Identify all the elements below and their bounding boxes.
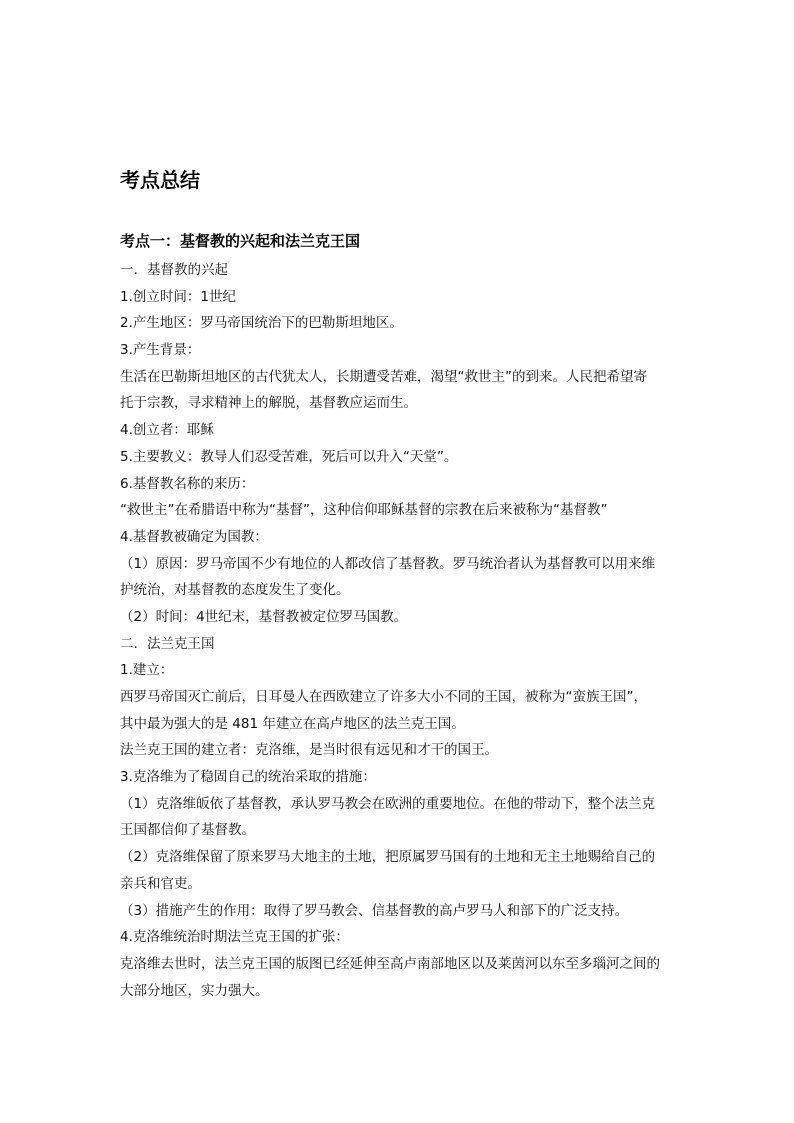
text-line: （3）措施产生的作用：取得了罗马教会、信基督教的高卢罗马人和部下的广泛支持。: [120, 902, 629, 919]
text-line: 1.创立时间：1世纪: [120, 288, 236, 305]
text-line: 4.基督教被确定为国教：: [120, 528, 268, 545]
text-line: 克洛维去世时，法兰克王国的版图已经延伸至高卢南部地区以及莱茵河以东至多瑙河之间的: [120, 955, 660, 972]
text-line: 大部分地区，实力强大。: [120, 982, 269, 999]
text-line: 其中最为强大的是 481 年建立在高卢地区的法兰克王国。: [120, 715, 465, 732]
section-heading-frankish-kingdom: 二．法兰克王国: [120, 635, 215, 652]
text-line: 1.建立：: [120, 662, 174, 679]
text-line: 3.克洛维为了稳固自己的统治采取的措施：: [120, 769, 376, 786]
text-line: 4.创立者：耶稣: [120, 422, 214, 439]
text-line: （2）时间：4世纪末，基督教被定位罗马国教。: [120, 608, 408, 625]
text-line: 2.产生地区：罗马帝国统治下的巴勒斯坦地区。: [120, 315, 403, 332]
text-line: 3.产生背景：: [120, 342, 201, 359]
text-line: 生活在巴勒斯坦地区的古代犹太人，长期遭受苦难，渴望“救世主”的到来。人民把希望寄: [120, 368, 647, 385]
text-line: 4.克洛维统治时期法兰克王国的扩张：: [120, 929, 349, 946]
section-heading-christianity: 一．基督教的兴起: [120, 262, 228, 278]
text-line: （1）克洛维皈依了基督教，承认罗马教会在欧洲的重要地位。在他的带动下，整个法兰克: [120, 795, 656, 812]
text-line: 托于宗教，寻求精神上的解脱，基督教应运而生。: [120, 395, 417, 412]
text-line: （1）原因：罗马帝国不少有地位的人都改信了基督教。罗马统治者认为基督教可以用来维: [120, 555, 656, 572]
text-line: 法兰克王国的建立者：克洛维，是当时很有远见和才干的国王。: [120, 742, 498, 759]
text-line: 护统治，对基督教的态度发生了变化。: [120, 582, 350, 599]
text-line: 5.主要教义：教导人们忍受苦难，死后可以升入“天堂”。: [120, 448, 458, 465]
text-line: 亲兵和官吏。: [120, 875, 201, 892]
document-body: [120, 257, 680, 1004]
section-heading: 考点一：基督教的兴起和法兰克王国: [120, 232, 361, 250]
page-title: 考点总结: [120, 168, 200, 192]
text-line: 王国都信仰了基督教。: [120, 822, 255, 839]
text-line: “救世主”在希腊语中称为“基督”，这种信仰耶稣基督的宗教在后来被称为“基督教”: [120, 502, 608, 519]
text-line: 西罗马帝国灭亡前后，日耳曼人在西欧建立了许多大小不同的王国，被称为“蛮族王国”，: [120, 689, 647, 705]
text-line: （2）克洛维保留了原来罗马大地主的土地，把原属罗马国有的土地和无主土地赐给自己的: [120, 849, 656, 866]
text-line: 6.基督教名称的来历：: [120, 475, 255, 492]
